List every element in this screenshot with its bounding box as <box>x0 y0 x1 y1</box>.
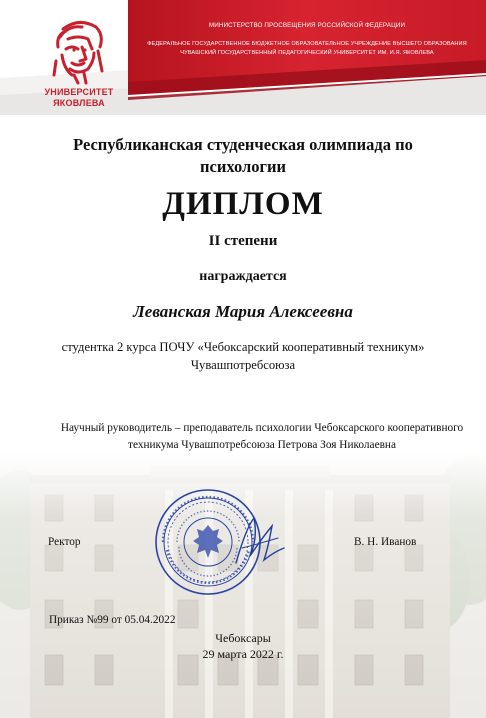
order-number: Приказ №99 от 05.04.2022 <box>49 614 176 626</box>
student-info-line2: Чувашпотребсоюза <box>190 358 296 372</box>
rector-name: В. Н. Иванов <box>354 536 417 548</box>
olympiad-title: Республиканская студенческая олимпиада по психологии <box>73 135 413 176</box>
issue-place-date <box>0 630 486 662</box>
header-text-block <box>128 0 486 90</box>
diploma-degree: II степени <box>208 233 278 249</box>
logo-text-line1: УНИВЕРСИТЕТ <box>44 87 114 97</box>
institution-text-line1: ФЕДЕРАЛЬНОЕ ГОСУДАРСТВЕННОЕ БЮДЖЕТНОЕ ОБРАЗОВАТЕЛЬНОЕ УЧРЕЖДЕНИЕ ВЫСШЕГО ОБРАЗОВАНИЯ <box>147 41 467 47</box>
institution-text-line2: ЧУВАШСКИЙ ГОСУДАРСТВЕННЫЙ ПЕДАГОГИЧЕСКИЙ УНИВЕРСИТЕТ ИМ. И.Я. ЯКОВЛЕВА <box>180 50 434 56</box>
logo-text-line2: ЯКОВЛЕВА <box>53 98 105 108</box>
supervisor-text: Научный руководитель – преподаватель психологии Чебоксарского кооперативного техникума Чувашпотребсоюза Петрова Зоя Николаевна <box>60 422 464 451</box>
awarded-text: награждается <box>199 269 287 284</box>
yakovlev-portrait-icon <box>38 17 120 85</box>
student-info-line1: студентка 2 курса ПОЧУ «Чебоксарский кооперативный техникум» <box>61 340 425 354</box>
university-logo <box>38 17 120 117</box>
issue-city: Чебоксары <box>215 631 271 645</box>
student-info <box>0 338 486 374</box>
diploma-heading: ДИПЛОМ <box>162 186 324 222</box>
ministry-text: МИНИСТЕРСТВО ПРОСВЕЩЕНИЯ РОССИЙСКОЙ ФЕДЕРАЦИИ <box>208 22 406 29</box>
recipient-name: Леванская Мария Алексеевна <box>133 302 353 321</box>
issue-date: 29 марта 2022 г. <box>202 647 284 661</box>
rector-signature <box>228 508 288 578</box>
rector-label: Ректор <box>48 536 81 548</box>
